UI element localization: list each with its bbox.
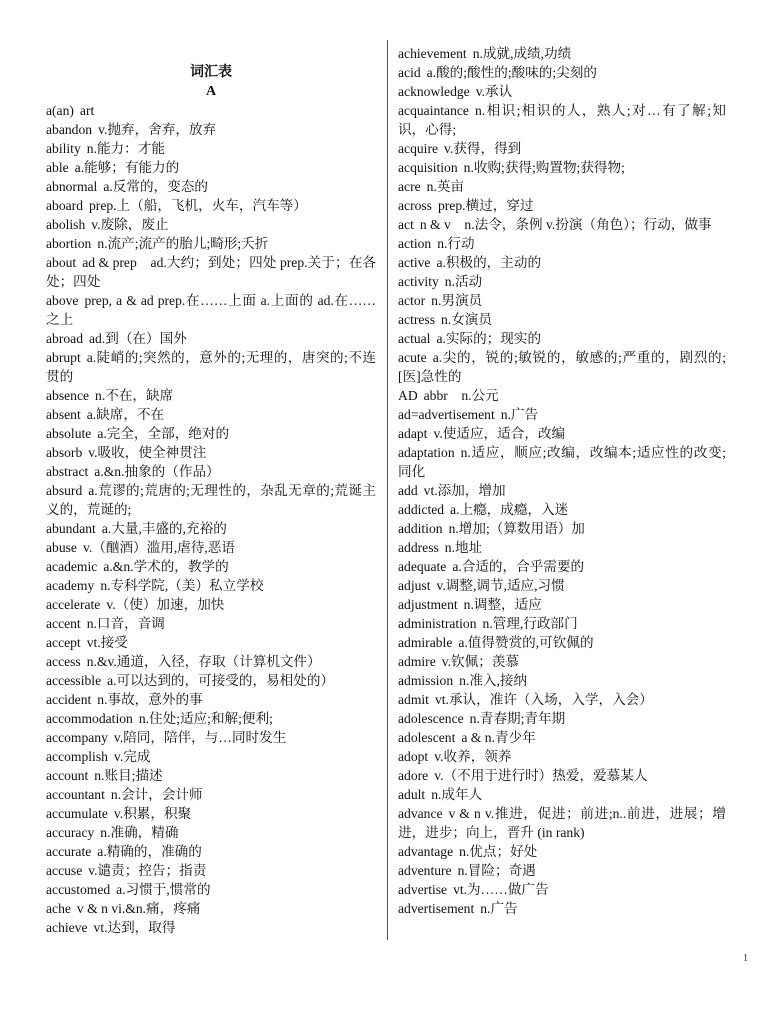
vocab-definition: a.酸的;酸性的;酸味的;尖刻的 (426, 65, 597, 80)
vocab-entry (398, 500, 726, 519)
vocab-word: AD (398, 388, 418, 403)
vocab-entry (46, 348, 376, 386)
vocab-word: acre (398, 179, 421, 194)
vocab-word: acquire (398, 141, 438, 156)
vocab-entry (398, 329, 726, 348)
vocab-definition: a.陡峭的;突然的，意外的;无理的，唐突的;不连贯的 (46, 350, 376, 384)
vocab-entry (398, 690, 726, 709)
vocab-entry (46, 158, 376, 177)
vocab-entry (46, 519, 376, 538)
vocab-definition: ad & prep ad.大约；到处；四处 prep.关于；在各处；四处 (46, 255, 376, 289)
vocab-word: adore (398, 768, 429, 783)
vocab-definition: a.积极的，主动的 (436, 255, 542, 270)
vocab-entry (46, 253, 376, 291)
vocab-definition: abbr n.公元 (423, 388, 499, 403)
vocab-definition: vt.为……做广告 (453, 882, 549, 897)
vocab-definition: n.地址 (444, 540, 483, 555)
vocab-word: accelerate (46, 597, 101, 612)
vocab-entry (398, 177, 726, 196)
vocab-definition: a.缺席，不在 (86, 407, 165, 422)
vocab-definition: v.积累，积聚 (113, 806, 192, 821)
vocab-entry (398, 766, 726, 785)
vocab-word: academic (46, 559, 98, 574)
vocab-definition: a.合适的，合乎需要的 (452, 559, 585, 574)
vocab-entry (398, 310, 726, 329)
right-entry-list (398, 44, 726, 918)
vocab-definition: n.增加;（算数用语）加 (448, 521, 585, 536)
vocab-entry (46, 481, 376, 519)
vocab-word: addition (398, 521, 443, 536)
vocab-word: accent (46, 616, 81, 631)
vocab-definition: n.流产;流产的胎儿;畸形;夭折 (97, 236, 269, 251)
vocab-word: abortion (46, 236, 92, 251)
vocab-word: absence (46, 388, 90, 403)
vocab-entry (398, 196, 726, 215)
vocab-word: adjust (398, 578, 431, 593)
vocab-definition: v.（使）加速，加快 (106, 597, 225, 612)
vocab-definition: prep.上（船，飞机，火车，汽车等） (89, 198, 307, 213)
vocab-definition: n.收购;获得;购置物;获得物; (463, 160, 625, 175)
vocab-entry (398, 595, 726, 614)
vocab-entry (46, 177, 376, 196)
vocab-definition: a & n.青少年 (461, 730, 536, 745)
vocab-definition: v.谴责；控告；指责 (88, 863, 207, 878)
vocab-entry (398, 728, 726, 747)
vocab-entry (398, 804, 726, 842)
vocab-word: actor (398, 293, 426, 308)
vocab-entry (398, 101, 726, 139)
vocab-definition: n.相识;相识的人，熟人;对…有了解;知识，心得; (398, 103, 726, 137)
vocab-word: aboard (46, 198, 83, 213)
right-column (398, 44, 726, 918)
vocab-entry (46, 880, 376, 899)
vocab-word: adjustment (398, 597, 458, 612)
vocab-definition: n & v n.法令，条例 v.扮演（角色）；行动，做事 (419, 217, 712, 232)
section-letter: A (205, 84, 217, 99)
vocab-definition: v & n vi.&n.痛，疼痛 (76, 901, 201, 916)
vocab-word: addicted (398, 502, 445, 517)
vocab-word: abundant (46, 521, 96, 536)
vocab-word: accompany (46, 730, 108, 745)
vocab-word: administration (398, 616, 477, 631)
vocab-word: acid (398, 65, 421, 80)
vocab-word: advertise (398, 882, 448, 897)
vocab-word: absurd (46, 483, 83, 498)
vocab-definition: n.管理,行政部门 (482, 616, 578, 631)
vocab-definition: n.不在，缺席 (95, 388, 174, 403)
vocab-entry (46, 329, 376, 348)
vocab-word: admission (398, 673, 454, 688)
vocab-definition: n.广告 (480, 901, 518, 916)
vocab-entry (46, 215, 376, 234)
vocab-definition: v.获得，得到 (444, 141, 522, 156)
vocab-entry (398, 348, 726, 386)
vocab-word: adopt (398, 749, 429, 764)
vocab-definition: n.活动 (444, 274, 483, 289)
vocab-word: acknowledge (398, 84, 470, 99)
vocab-word: achieve (46, 920, 88, 935)
vocab-definition: ad.到（在）国外 (89, 331, 187, 346)
page-title: 词汇表 (190, 65, 232, 80)
vocab-word: ache (46, 901, 71, 916)
vocab-definition: n.口音，音调 (86, 616, 165, 631)
vocab-entry (398, 842, 726, 861)
vocab-entry (46, 462, 376, 481)
vocab-entry (46, 861, 376, 880)
vocab-definition: a.&n.学术的，教学的 (103, 559, 229, 574)
vocab-word: able (46, 160, 69, 175)
vocab-word: accessible (46, 673, 102, 688)
vocab-entry (46, 671, 376, 690)
vocab-definition: a.能够；有能力的 (74, 160, 180, 175)
vocab-definition: v.吸收，使全神贯注 (88, 445, 207, 460)
vocab-entry (398, 747, 726, 766)
vocab-word: adequate (398, 559, 447, 574)
vocab-definition: prep.横过，穿过 (437, 198, 534, 213)
vocab-entry (398, 576, 726, 595)
vocab-word: actress (398, 312, 435, 327)
vocab-definition: v.抛弃，舍弃，放弃 (98, 122, 217, 137)
vocab-word: abstract (46, 464, 89, 479)
vocab-word: accumulate (46, 806, 108, 821)
vocab-entry (46, 405, 376, 424)
vocab-word: advantage (398, 844, 454, 859)
vocab-definition: v.钦佩；羡慕 (441, 654, 520, 669)
vocab-definition: n.优点；好处 (459, 844, 538, 859)
vocab-definition: a.值得赞赏的,可钦佩的 (458, 635, 594, 650)
vocab-entry (46, 557, 376, 576)
vocab-definition: vt.接受 (86, 635, 128, 650)
vocab-word: actual (398, 331, 431, 346)
left-column (46, 63, 376, 937)
vocab-word: active (398, 255, 431, 270)
vocab-entry (398, 44, 726, 63)
vocab-entry (46, 234, 376, 253)
vocab-word: across (398, 198, 432, 213)
vocab-entry (46, 576, 376, 595)
vocab-entry (46, 652, 376, 671)
vocab-word: accept (46, 635, 81, 650)
vocab-word: add (398, 483, 418, 498)
vocab-entry (398, 614, 726, 633)
vocab-definition: vt.达到，取得 (93, 920, 176, 935)
vocab-entry (46, 101, 376, 120)
vocab-word: accommodation (46, 711, 133, 726)
column-divider (387, 40, 388, 940)
vocab-entry (46, 538, 376, 557)
vocab-definition: n.成就,成绩,功绩 (472, 46, 572, 61)
vocab-word: a(an) (46, 103, 74, 118)
vocab-entry (46, 139, 376, 158)
vocab-entry (46, 842, 376, 861)
vocab-entry (46, 899, 376, 918)
vocab-word: advertisement (398, 901, 475, 916)
vocab-definition: a.习惯于,惯常的 (116, 882, 211, 897)
vocab-entry (398, 139, 726, 158)
vocab-definition: a.尖的，锐的;敏锐的，敏感的;严重的，剧烈的;[医]急性的 (398, 350, 726, 384)
vocab-definition: v.收养，领养 (434, 749, 512, 764)
vocab-word: acquaintance (398, 103, 469, 118)
page-number: 1 (743, 953, 748, 964)
vocab-definition: n.行动 (437, 236, 475, 251)
vocab-definition: a.上瘾，成瘾，入迷 (450, 502, 569, 517)
vocab-word: academy (46, 578, 95, 593)
vocab-word: accident (46, 692, 92, 707)
vocab-word: accuracy (46, 825, 95, 840)
vocab-word: abandon (46, 122, 93, 137)
vocab-entry (398, 652, 726, 671)
vocab-entry (46, 633, 376, 652)
vocab-definition: n.&v.通道，入径，存取（计算机文件） (86, 654, 321, 669)
vocab-definition: vt.添加，增加 (423, 483, 506, 498)
vocab-definition: n.英亩 (426, 179, 465, 194)
vocab-word: admirable (398, 635, 453, 650)
vocab-word: act (398, 217, 414, 232)
vocab-word: abolish (46, 217, 86, 232)
vocab-definition: n.专科学院,（美）私立学校 (100, 578, 264, 593)
vocab-word: above (46, 293, 79, 308)
vocab-word: accustomed (46, 882, 111, 897)
vocab-entry (398, 785, 726, 804)
vocab-word: access (46, 654, 81, 669)
vocab-word: admire (398, 654, 436, 669)
vocab-word: activity (398, 274, 439, 289)
vocab-entry (398, 880, 726, 899)
vocab-word: abroad (46, 331, 83, 346)
vocab-definition: v.调整,调节,适应,习惯 (436, 578, 565, 593)
vocab-definition: n.成年人 (431, 787, 483, 802)
vocab-entry (46, 690, 376, 709)
vocab-definition: art (79, 103, 95, 118)
vocab-word: address (398, 540, 439, 555)
vocab-entry (46, 386, 376, 405)
vocab-entry (46, 595, 376, 614)
vocab-definition: a.反常的，变态的 (103, 179, 208, 194)
vocab-entry (46, 709, 376, 728)
vocab-word: accountant (46, 787, 105, 802)
vocab-definition: n.调整，适应 (463, 597, 542, 612)
vocab-word: accomplish (46, 749, 108, 764)
vocab-definition: n.准确，精确 (100, 825, 179, 840)
vocab-entry (398, 424, 726, 443)
vocab-word: action (398, 236, 432, 251)
vocab-word: acute (398, 350, 427, 365)
vocab-entry (398, 557, 726, 576)
vocab-entry (46, 424, 376, 443)
vocab-entry (398, 709, 726, 728)
vocab-definition: n.广告 (500, 407, 539, 422)
vocab-definition: v.废除，废止 (91, 217, 169, 232)
vocab-entry (398, 215, 726, 234)
vocab-definition: v.（不用于进行时）热爱，爱慕某人 (434, 768, 648, 783)
vocab-word: accurate (46, 844, 92, 859)
vocab-entry (398, 538, 726, 557)
vocab-word: achievement (398, 46, 467, 61)
vocab-definition: a.可以达到的，可接受的，易相处的） (107, 673, 335, 688)
vocab-word: advance (398, 806, 443, 821)
vocab-definition: n.冒险；奇遇 (457, 863, 536, 878)
vocab-definition: a.完全，全部，绝对的 (97, 426, 230, 441)
vocab-entry (46, 196, 376, 215)
vocab-definition: n.青春期;青年期 (469, 711, 566, 726)
vocab-definition: n.账目;描述 (94, 768, 163, 783)
vocab-definition: n.能力：才能 (86, 141, 165, 156)
vocab-word: adolescence (398, 711, 464, 726)
vocab-definition: a.大量,丰盛的,充裕的 (101, 521, 227, 536)
vocab-word: about (46, 255, 77, 270)
vocab-word: adaptation (398, 445, 455, 460)
left-entry-list (46, 101, 376, 937)
vocab-definition: vt.承认，准许（入场，入学，入会） (434, 692, 653, 707)
vocab-word: absent (46, 407, 81, 422)
vocab-word: adapt (398, 426, 428, 441)
vocab-word: abuse (46, 540, 77, 555)
vocab-entry (46, 120, 376, 139)
vocab-entry (46, 728, 376, 747)
vocab-entry (46, 614, 376, 633)
vocab-definition: n.住处;适应;和解;便利; (138, 711, 273, 726)
vocab-definition: v & n v.推进，促进；前进;n..前进，进展；增进，进步；向上，晋升 (in rank) (398, 806, 726, 840)
vocab-entry (398, 253, 726, 272)
vocab-definition: n.事故，意外的事 (97, 692, 203, 707)
vocab-word: absorb (46, 445, 83, 460)
vocab-word: account (46, 768, 89, 783)
vocab-entry (46, 747, 376, 766)
vocab-word: adult (398, 787, 426, 802)
vocab-definition: v.陪同，陪伴，与…同时发生 (113, 730, 287, 745)
vocab-entry (398, 671, 726, 690)
vocab-word: abnormal (46, 179, 98, 194)
vocab-definition: n.准入,接纳 (459, 673, 528, 688)
vocab-word: absolute (46, 426, 92, 441)
vocab-word: abrupt (46, 350, 81, 365)
vocab-entry (398, 272, 726, 291)
vocab-definition: n.适应，顺应;改编，改编本;适应性的改变;同化 (398, 445, 726, 479)
vocab-word: ability (46, 141, 81, 156)
vocab-definition: a.荒谬的;荒唐的;无理性的，杂乱无章的;荒诞主义的，荒诞的; (46, 483, 376, 517)
vocab-entry (398, 633, 726, 652)
vocab-definition: v.（酗酒）滥用,虐待,恶语 (82, 540, 235, 555)
vocab-entry (46, 291, 376, 329)
vocab-entry (398, 82, 726, 101)
vocab-entry (398, 234, 726, 253)
vocab-definition: a.&n.抽象的（作品） (94, 464, 220, 479)
vocab-definition: n.女演员 (441, 312, 492, 327)
vocab-definition: v.使适应，适合，改编 (433, 426, 566, 441)
vocab-definition: a.精确的，准确的 (97, 844, 202, 859)
vocab-entry (46, 823, 376, 842)
vocab-entry (398, 63, 726, 82)
vocab-definition: n.会计，会计师 (110, 787, 203, 802)
vocab-entry (46, 804, 376, 823)
vocab-definition: v.完成 (113, 749, 151, 764)
vocab-entry (398, 899, 726, 918)
vocab-definition: n.男演员 (431, 293, 483, 308)
vocab-entry (398, 291, 726, 310)
vocab-entry (398, 443, 726, 481)
vocab-entry (398, 158, 726, 177)
vocab-entry (46, 766, 376, 785)
vocab-word: adventure (398, 863, 452, 878)
vocab-entry (398, 481, 726, 500)
vocab-word: ad=advertisement (398, 407, 495, 422)
vocab-definition: v.承认 (475, 84, 513, 99)
vocab-definition: a.实际的；现实的 (436, 331, 542, 346)
vocab-entry (46, 785, 376, 804)
vocab-entry (398, 519, 726, 538)
vocab-entry (398, 405, 726, 424)
vocab-word: adolescent (398, 730, 456, 745)
vocab-entry (398, 861, 726, 880)
vocab-entry (46, 443, 376, 462)
vocab-word: acquisition (398, 160, 458, 175)
vocab-word: admit (398, 692, 429, 707)
vocab-entry (398, 386, 726, 405)
vocab-entry (46, 918, 376, 937)
vocab-word: accuse (46, 863, 83, 878)
vocab-definition: prep, a & ad prep.在……上面 a.上面的 ad.在……之上 (46, 293, 376, 327)
